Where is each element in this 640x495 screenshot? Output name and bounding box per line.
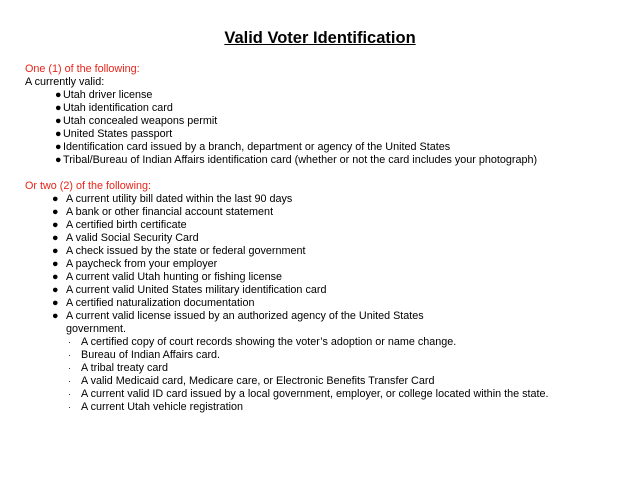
sub-list-item: · A current Utah vehicle registration bbox=[68, 401, 244, 413]
bullet-icon: ● bbox=[52, 232, 59, 244]
list-item: ● A bank or other financial account statement bbox=[52, 206, 274, 218]
list-item: ●United States passport bbox=[55, 128, 173, 140]
list-item: ● A certified birth certificate bbox=[52, 219, 187, 231]
list-item: ● A current valid United States military identification card bbox=[52, 284, 327, 296]
bullet-icon: ● bbox=[52, 297, 59, 309]
page-title: Valid Voter Identification bbox=[224, 29, 416, 47]
section1-intro: A currently valid: bbox=[25, 76, 105, 88]
bullet-icon: ● bbox=[55, 102, 62, 114]
bullet-icon: ● bbox=[52, 271, 59, 283]
bullet-icon: ● bbox=[55, 128, 62, 140]
list-item: ● A valid Social Security Card bbox=[52, 232, 199, 244]
list-item: ● A current valid license issued by an authorized agency of the United States bbox=[52, 310, 424, 322]
sub-list-item: · A current valid ID card issued by a local government, employer, or college located within the state. bbox=[68, 388, 549, 400]
list-item: ● A paycheck from your employer bbox=[52, 258, 218, 270]
list-item: ● A current utility bill dated within the last 90 days bbox=[52, 193, 293, 205]
sub-list-item: · A tribal treaty card bbox=[68, 362, 169, 374]
bullet-icon: ● bbox=[52, 219, 59, 231]
bullet-icon: ● bbox=[52, 310, 59, 322]
list-item: ●Utah identification card bbox=[55, 102, 173, 114]
sub-list-item: · A certified copy of court records showing the voter’s adoption or name change. bbox=[68, 336, 457, 348]
dot-icon: · bbox=[68, 337, 71, 347]
bullet-icon: ● bbox=[52, 206, 59, 218]
bullet-icon: ● bbox=[55, 141, 62, 153]
section1-heading: One (1) of the following: bbox=[25, 63, 140, 75]
list-item: ●Utah driver license bbox=[55, 89, 153, 101]
list-item: ● A current valid Utah hunting or fishing license bbox=[52, 271, 283, 283]
sub-list-item: · Bureau of Indian Affairs card. bbox=[68, 349, 221, 361]
dot-icon: · bbox=[68, 402, 71, 412]
list-item: ● A certified naturalization documentation bbox=[52, 297, 255, 309]
sub-list-item: · A valid Medicaid card, Medicare care, or Electronic Benefits Transfer Card bbox=[68, 375, 435, 387]
list-item: ●Utah concealed weapons permit bbox=[55, 115, 218, 127]
bullet-icon: ● bbox=[52, 245, 59, 257]
list-item-continuation: government. bbox=[66, 323, 127, 335]
list-item: ●Tribal/Bureau of Indian Affairs identification card (whether or not the card includes your photograph) bbox=[55, 154, 538, 166]
dot-icon: · bbox=[68, 363, 71, 373]
bullet-icon: ● bbox=[55, 115, 62, 127]
bullet-icon: ● bbox=[52, 284, 59, 296]
section2-heading: Or two (2) of the following: bbox=[25, 180, 152, 192]
dot-icon: · bbox=[68, 376, 71, 386]
list-item: ●Identification card issued by a branch, department or agency of the United States bbox=[55, 141, 451, 153]
bullet-icon: ● bbox=[52, 193, 59, 205]
dot-icon: · bbox=[68, 350, 71, 360]
bullet-icon: ● bbox=[55, 154, 62, 166]
list-item: ● A check issued by the state or federal government bbox=[52, 245, 306, 257]
bullet-icon: ● bbox=[55, 89, 62, 101]
bullet-icon: ● bbox=[52, 258, 59, 270]
dot-icon: · bbox=[68, 389, 71, 399]
